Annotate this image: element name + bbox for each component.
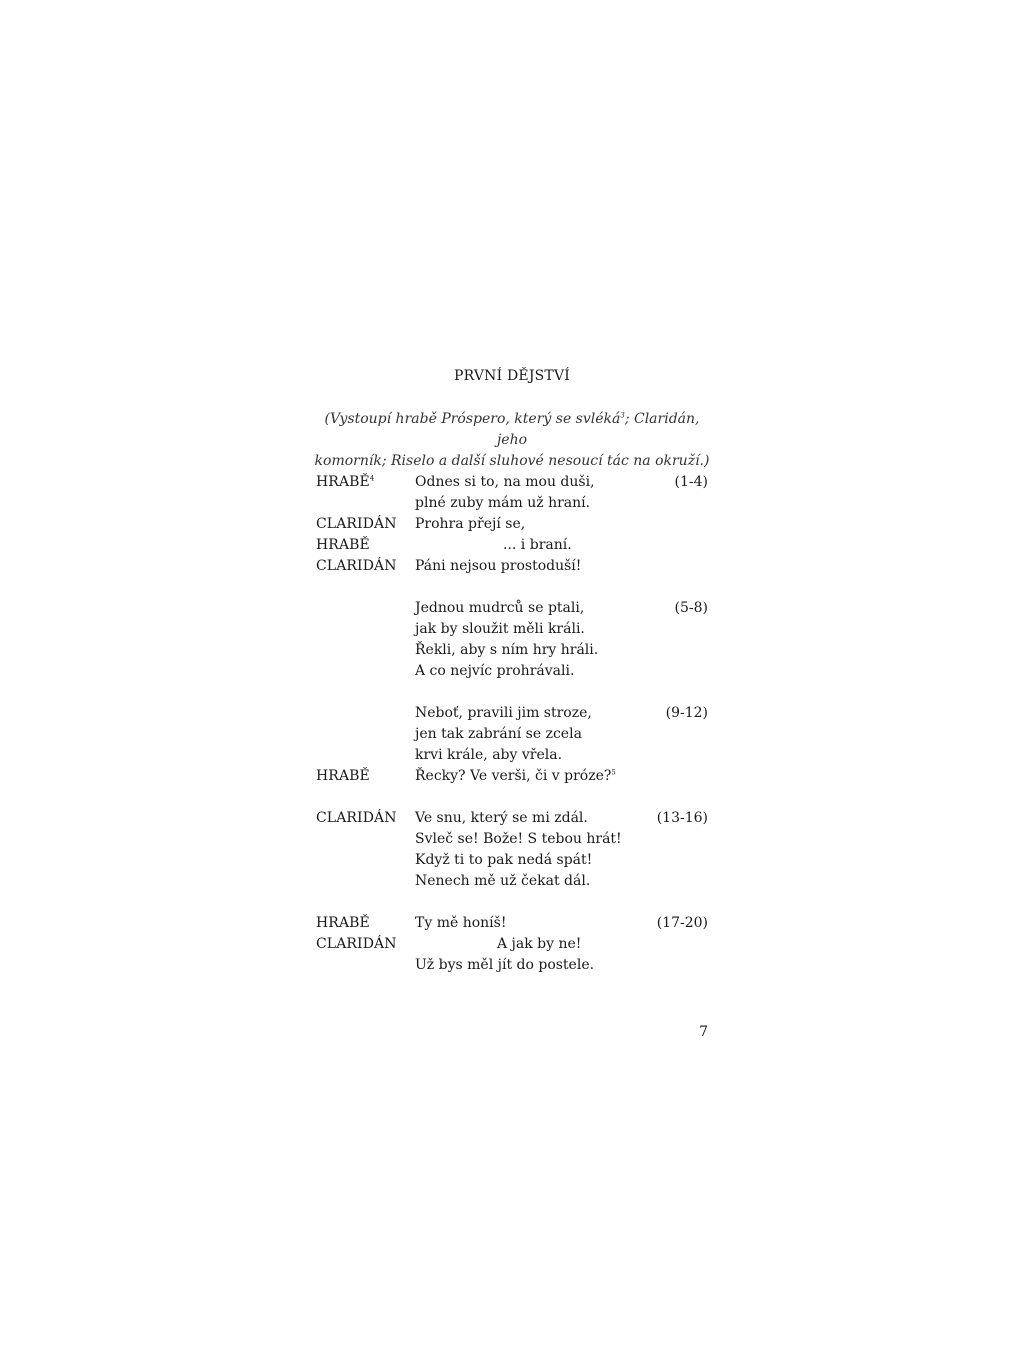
- verse-line: [316, 808, 708, 829]
- verse-text: plné zuby mám už hraní.: [415, 495, 591, 511]
- verse-text: jen tak zabrání se zcela: [415, 726, 582, 742]
- verse-line: [316, 934, 708, 955]
- page-number: 7: [699, 1024, 708, 1040]
- footnote-marker: 3: [620, 411, 625, 420]
- stanza: [316, 913, 708, 976]
- verse-line: [316, 493, 708, 514]
- line-range: (17-20): [656, 915, 708, 931]
- speaker-name: HRABĚ: [316, 537, 370, 553]
- verse-text: A jak by ne!: [497, 936, 582, 952]
- verse-text: Ve snu, který se mi zdál.: [415, 810, 588, 826]
- verse-text: Páni nejsou prostoduší!: [415, 558, 582, 574]
- stage-direction-text: (Vystoupí hrabě Próspero, který se svléká: [324, 411, 621, 427]
- speaker-name: CLARIDÁN: [316, 936, 397, 952]
- verse-line: [316, 724, 708, 745]
- verse-text: Odnes si to, na mou duši,: [415, 474, 595, 490]
- line-range: (5-8): [674, 600, 708, 616]
- speaker-name: CLARIDÁN: [316, 558, 397, 574]
- verse-line: [316, 598, 708, 619]
- stanza: [316, 598, 708, 682]
- verse-text: Ty mě honíš!: [415, 915, 507, 931]
- verse-line: [316, 514, 708, 535]
- verse-line: [316, 766, 708, 787]
- speaker-name: CLARIDÁN: [316, 810, 397, 826]
- verse-line: [316, 850, 708, 871]
- verse-line: [316, 703, 708, 724]
- verse-line: [316, 472, 708, 493]
- verse-text: Prohra přejí se,: [415, 516, 526, 532]
- verse-text: [415, 766, 616, 787]
- verse-text: Řekli, aby s ním hry hráli.: [415, 642, 599, 658]
- verse-text: Neboť, pravili jim stroze,: [415, 705, 592, 721]
- verse-line: [316, 535, 708, 556]
- footnote-marker: 4: [369, 474, 375, 483]
- line-range: (13-16): [656, 810, 708, 826]
- verse-text: Svleč se! Bože! S tebou hrát!: [415, 831, 622, 847]
- act-heading: PRVNÍ DĚJSTVÍ: [453, 368, 571, 384]
- speaker-name: HRABĚ: [316, 915, 370, 931]
- verse-line: [316, 661, 708, 682]
- verse-text: A co nejvíc prohrávali.: [415, 663, 575, 679]
- stanza: [316, 472, 708, 577]
- stanza: [316, 808, 708, 892]
- verse-text: jak by sloužit měli králi.: [415, 621, 585, 637]
- speaker-label: HRABĚ: [316, 474, 370, 490]
- line-range: (1-4): [674, 474, 708, 490]
- stage-direction: [312, 409, 712, 472]
- verse-line: [316, 871, 708, 892]
- speaker-name: HRABĚ: [316, 768, 370, 784]
- line-range: (9-12): [665, 705, 708, 721]
- verse-text-content: Řecky? Ve verši, či v próze?: [415, 768, 612, 784]
- stage-direction-text: ; Claridán, jeho: [496, 411, 700, 448]
- verse-line: [316, 829, 708, 850]
- speaker-name: [316, 472, 374, 493]
- verse-text: Nenech mě už čekat dál.: [415, 873, 591, 889]
- verse-line: [316, 913, 708, 934]
- stage-direction-line: [312, 409, 712, 451]
- verse-line: [316, 556, 708, 577]
- speaker-name: CLARIDÁN: [316, 516, 397, 532]
- verse-line: [316, 640, 708, 661]
- verse-text: Když ti to pak nedá spát!: [415, 852, 593, 868]
- verse-line: [316, 619, 708, 640]
- verse-text: krvi krále, aby vřela.: [415, 747, 563, 763]
- verse-text: Jednou mudrců se ptali,: [415, 600, 585, 616]
- verse-line: [316, 745, 708, 766]
- verse-text: Už bys měl jít do postele.: [415, 957, 595, 973]
- verse-block: [316, 472, 708, 997]
- verse-line: [316, 955, 708, 976]
- stanza: [316, 703, 708, 787]
- stage-direction-line: komorník; Riselo a další sluhové nesoucí tác na okruží.): [314, 453, 710, 469]
- footnote-marker: 5: [611, 768, 616, 777]
- verse-text: ... i braní.: [503, 537, 572, 553]
